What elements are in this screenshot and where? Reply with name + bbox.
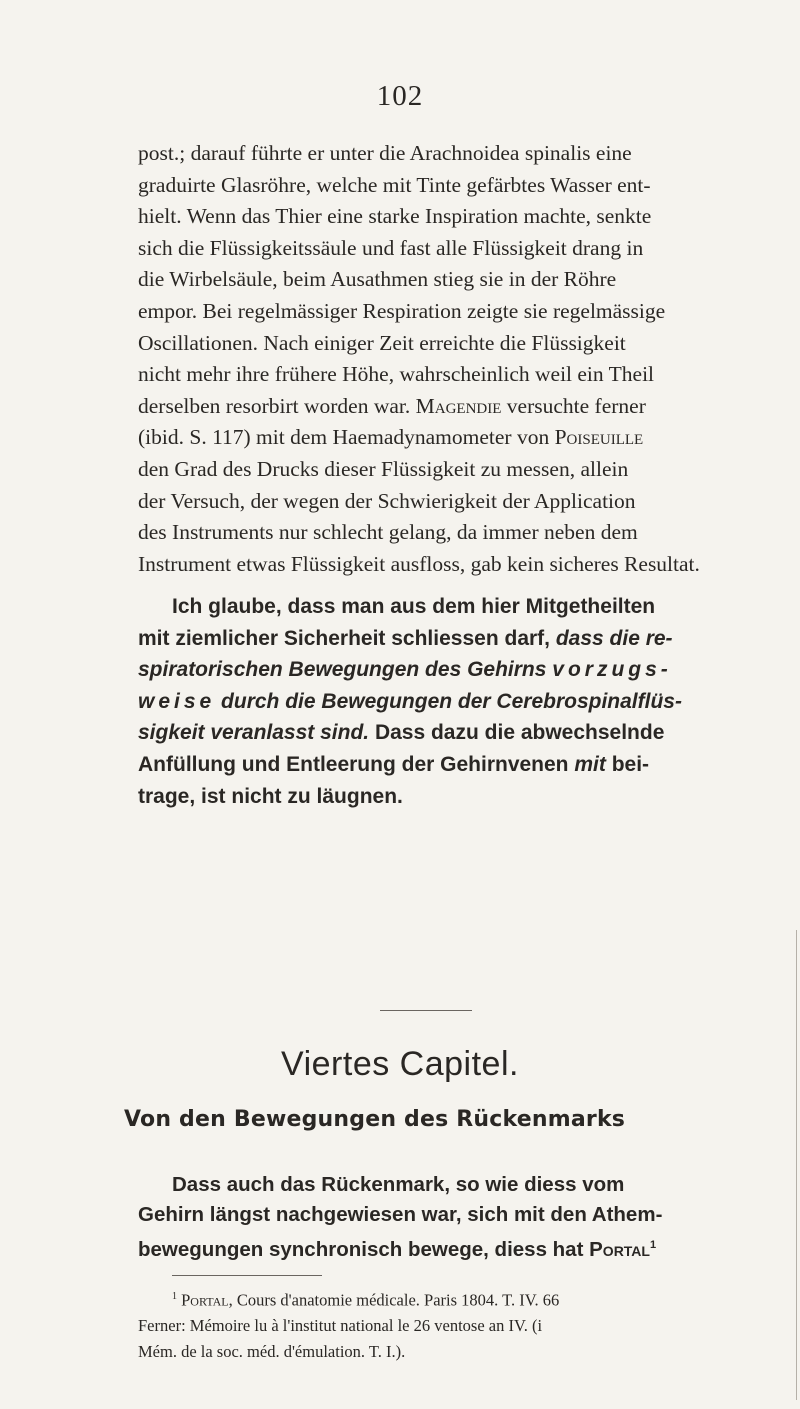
paragraph-2 [138, 591, 800, 812]
footnote-line [138, 1339, 800, 1365]
author-name: Poiseuille [554, 425, 644, 450]
paragraph-1 [138, 138, 800, 580]
text-span: post.; darauf führte er unter die Arachnoidea spinalis eine [138, 141, 632, 165]
paragraph-3-line [138, 1170, 800, 1200]
footnote-line [138, 1313, 800, 1339]
author-name: Magendie [415, 393, 502, 418]
paragraph-1-line [138, 549, 800, 581]
chapter-subtitle: Von den Bewegungen des Rückenmarks [124, 1107, 626, 1132]
text-span: Oscillationen. Nach einiger Zeit erreichte die Flüssigkeit [138, 330, 626, 355]
paragraph-1-line [138, 517, 800, 549]
page-number: 102 [376, 80, 424, 112]
footnote-line [138, 1284, 800, 1313]
paragraph-1-line [138, 264, 800, 296]
text-span: Gehirn längst nachgewiesen war, sich mit den Athem- [138, 1203, 663, 1227]
paragraph-1-line [138, 201, 800, 233]
text-span: den Grad des Drucks dieser Flüssigkeit zu messen, allein [138, 456, 629, 481]
text-span: bewegungen synchronisch bewege, diess hat [138, 1238, 590, 1262]
paragraph-1-line [138, 233, 800, 265]
text-span: der Versuch, der wegen der Schwierigkeit der Application [138, 488, 636, 513]
footnote-author: Portal [181, 1290, 229, 1310]
author-name: Portal [589, 1238, 650, 1262]
emphasis-spaced-span: weise [138, 689, 216, 713]
paragraph-2-line [138, 781, 800, 813]
section-divider [380, 1010, 472, 1011]
text-span: Ferner: Mémoire lu à l'institut national le 26 ventose an IV. (i [138, 1316, 543, 1335]
page-edge-line [796, 930, 797, 1400]
paragraph-2-line [138, 749, 800, 781]
text-span: Ich glaube, dass man aus dem hier Mitgetheilten [172, 595, 656, 618]
paragraph-1-line [138, 391, 800, 423]
text-span: sich die Flüssigkeitssäule und fast alle Flüssigkeit drang in [138, 235, 644, 260]
paragraph-1-line [138, 486, 800, 518]
text-span: Dass auch das Rückenmark, so wie diess vom [172, 1173, 625, 1196]
text-span: trage, ist nicht zu läugnen. [138, 784, 403, 808]
paragraph-3-line [138, 1230, 800, 1265]
footnote-divider [172, 1275, 322, 1276]
emphasis-span: durch die Bewegungen der Cerebrospinalflüs- [215, 689, 682, 713]
paragraph-3 [138, 1170, 800, 1265]
footnote-marker: 1 [172, 1291, 177, 1302]
text-span: bei- [605, 752, 650, 776]
footnote-reference: 1 [649, 1239, 657, 1252]
emphasis-spaced-span: vorzugs- [552, 658, 672, 682]
text-span: Dass dazu die abwechselnde [369, 721, 665, 745]
paragraph-1-line [138, 359, 800, 391]
paragraph-2-line [138, 686, 800, 718]
text-span: die Wirbelsäule, beim Ausathmen stieg sie in der Röhre [138, 267, 617, 292]
paragraph-1-line [138, 138, 800, 170]
text-span: hielt. Wenn das Thier eine starke Inspiration machte, senkte [138, 204, 652, 229]
paragraph-2-line [138, 623, 800, 655]
paragraph-3-line [138, 1200, 800, 1230]
emphasis-span: spiratorischen Bewegungen des Gehirns [138, 658, 553, 682]
text-span: Instrument etwas Flüssigkeit ausfloss, gab kein sicheres Resultat. [138, 551, 700, 576]
paragraph-2-line [138, 717, 800, 749]
text-span: mit ziemlicher Sicherheit schliessen darf, [138, 626, 556, 650]
paragraph-1-line [138, 170, 800, 202]
text-span: versuchte ferner [501, 393, 646, 418]
paragraph-2-line [138, 591, 800, 623]
text-span: graduirte Glasröhre, welche mit Tinte gefärbtes Wasser ent- [138, 172, 651, 197]
footnote [138, 1284, 800, 1364]
paragraph-1-line [138, 454, 800, 486]
text-span: des Instruments nur schlecht gelang, da immer neben dem [138, 520, 638, 545]
emphasis-span: dass die re- [555, 626, 673, 650]
text-span: Mém. de la soc. méd. d'émulation. T. I.). [138, 1341, 406, 1361]
text-span: nicht mehr ihre frühere Höhe, wahrscheinlich weil ein Theil [138, 362, 655, 387]
text-span: empor. Bei regelmässiger Respiration zeigte sie regelmässige [138, 298, 666, 323]
paragraph-1-line [138, 328, 800, 360]
text-span: derselben resorbirt worden war. [138, 393, 416, 418]
text-span: , Cours d'anatomie médicale. Paris 1804. T. IV. 66 [228, 1290, 560, 1310]
text-span: (ibid. S. 117) mit dem Haemadynamometer von [138, 425, 555, 450]
text-span: Anfüllung und Entleerung der Gehirnvenen [138, 752, 575, 776]
chapter-title: Viertes Capitel. [281, 1045, 519, 1083]
paragraph-1-line [138, 296, 800, 328]
paragraph-1-line [138, 422, 800, 454]
paragraph-2-line [138, 654, 800, 686]
emphasis-span: mit [574, 752, 606, 776]
emphasis-span: sigkeit veranlasst sind. [138, 721, 370, 745]
